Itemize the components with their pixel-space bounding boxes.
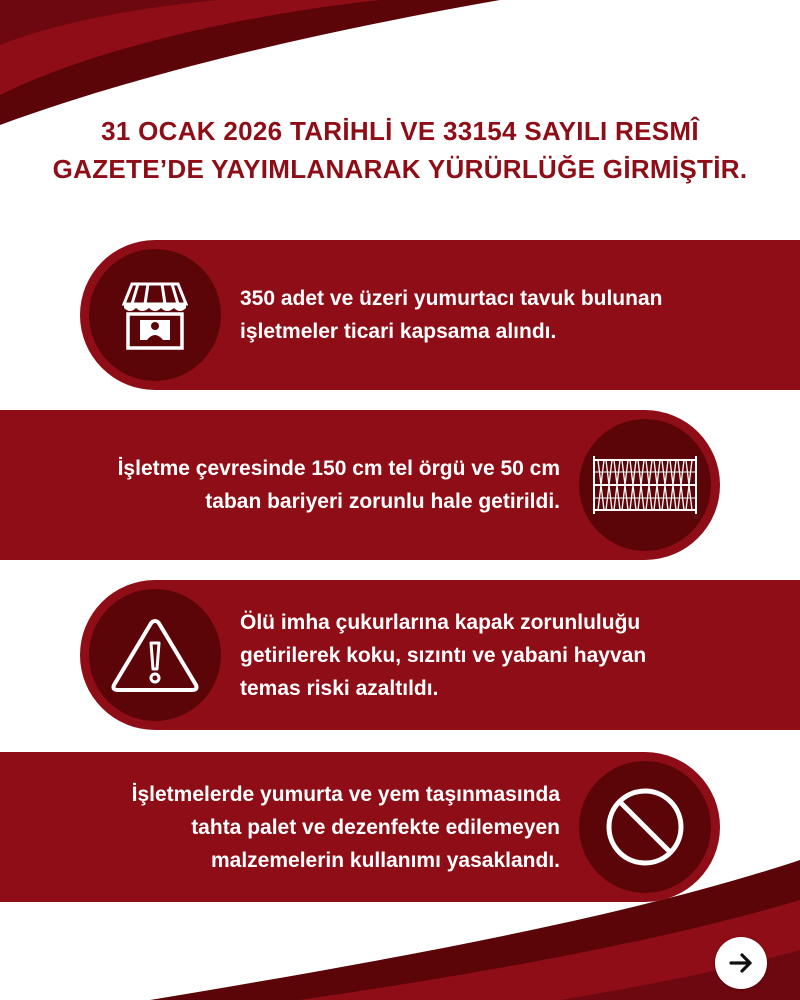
headline (40, 112, 760, 188)
info-banner-pallet-ban (0, 752, 720, 902)
headline-line-2: GAZETE’DE YAYIMLANARAK YÜRÜRLÜĞE GİRMİŞTİR. (52, 154, 748, 184)
headline-line-1: 31 OCAK 2026 TARİHLİ VE 33154 SAYILI RESMÎ (101, 116, 699, 146)
banner-text (240, 606, 760, 705)
banner-text-line: malzemelerin kullanımı yasaklandı. (211, 848, 560, 872)
wire-fence-icon (590, 450, 700, 520)
next-button[interactable] (715, 937, 767, 989)
storefront-icon (118, 278, 192, 352)
banner-text-line: 350 adet ve üzeri yumurtacı tavuk bulunan (240, 287, 663, 310)
banner-text-line: Ölü imha çukurlarına kapak zorunluluğu (240, 610, 641, 634)
icon-circle (89, 249, 221, 381)
banner-text-line: İşletme çevresinde 150 cm tel örgü ve 50 cm (117, 457, 560, 480)
banner-text-line: temas riski azaltıldı. (240, 676, 439, 700)
warning-icon (110, 615, 200, 695)
icon-circle (579, 761, 711, 893)
banner-text-line: tahta palet ve dezenfekte edilemeyen (191, 815, 560, 839)
banner-text (20, 452, 560, 518)
icon-circle (89, 589, 221, 721)
banner-text-line: İşletmelerde yumurta ve yem taşınmasında (131, 782, 560, 806)
banner-text (240, 282, 760, 348)
banner-text-line: işletmeler ticari kapsama alındı. (240, 320, 557, 343)
prohibited-icon (603, 785, 687, 869)
info-banner-commercial-scope (80, 240, 800, 390)
banner-text-line: getirilerek koku, sızıntı ve yabani hayvan (240, 643, 647, 667)
banner-text (20, 778, 560, 877)
banner-text-line: taban bariyeri zorunlu hale getirildi. (205, 490, 560, 513)
arrow-right-icon (726, 948, 756, 978)
info-banner-fence-requirement (0, 410, 720, 560)
icon-circle (579, 419, 711, 551)
info-banner-pit-cover (80, 580, 800, 730)
